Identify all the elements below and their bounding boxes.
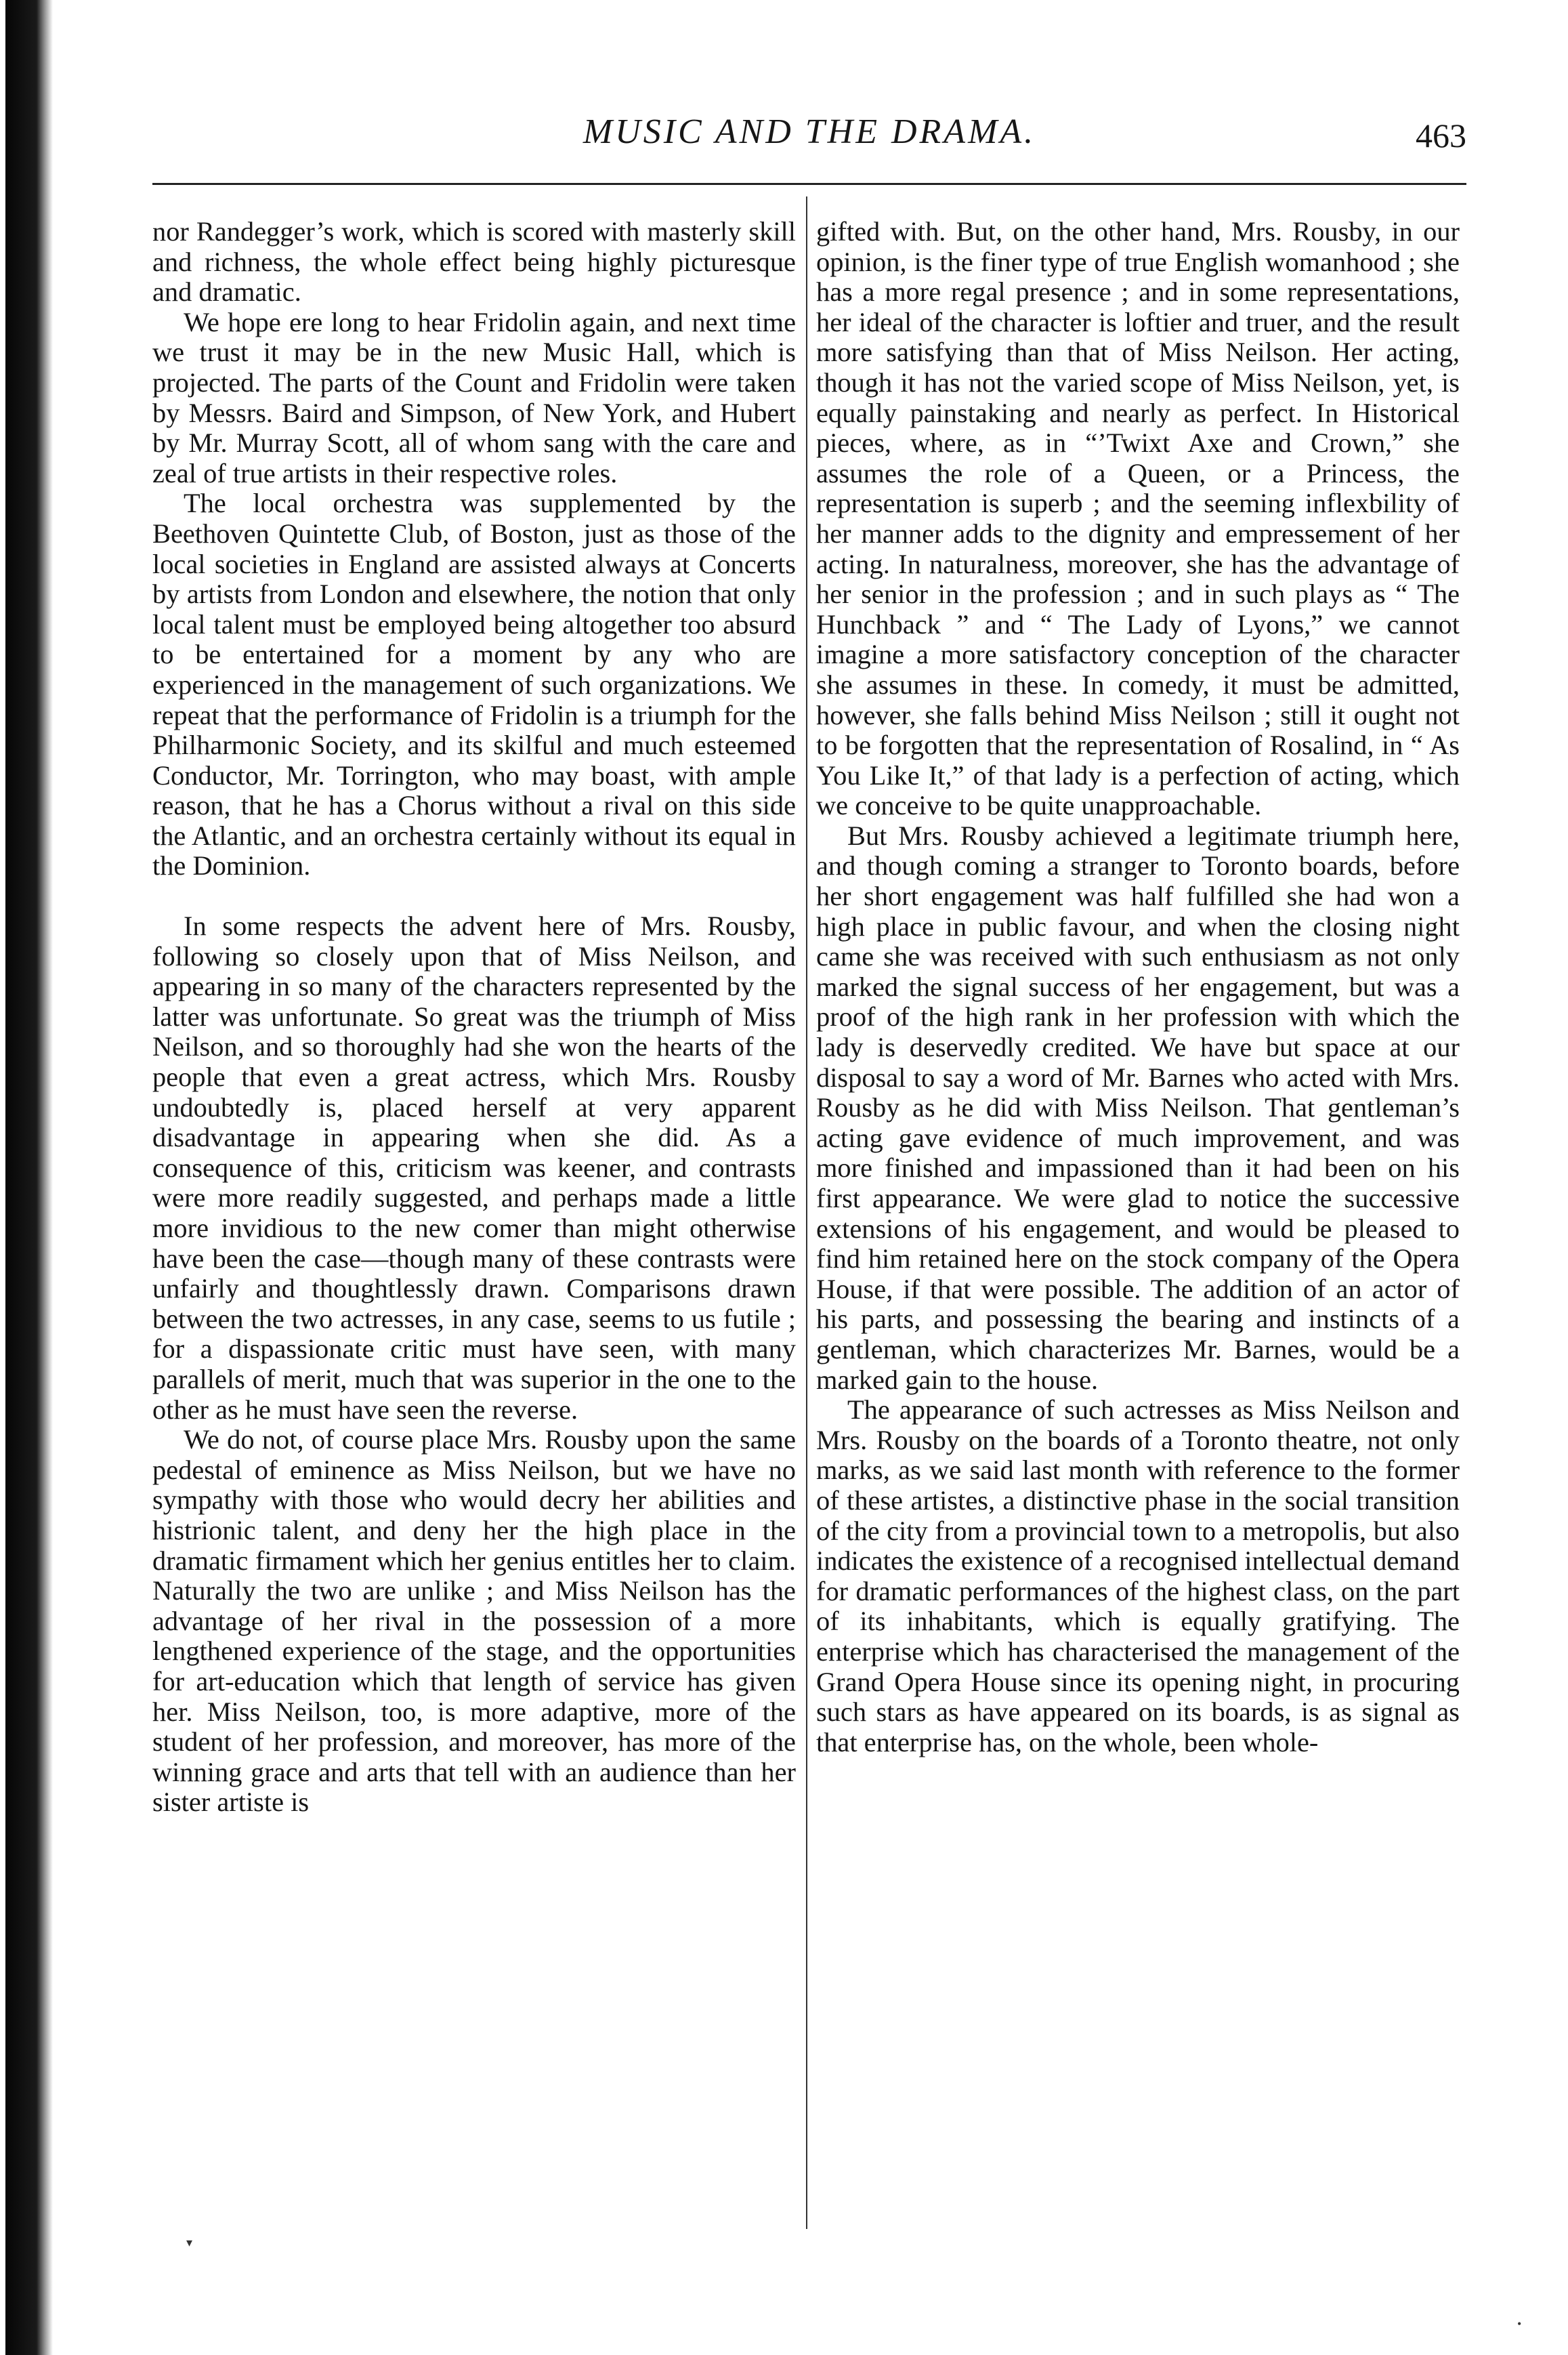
paragraph: We hope ere long to hear Fridolin again, and next time we trust it may be in the new Music Hall, which is projected. The parts of the Count and Fridolin were taken by Messrs. Baird and Simpson, of New York, and Hubert by Mr. Murray Scott, all of whom sang with the care and zeal of true artists in their respective roles. [152, 306, 796, 488]
page-header [152, 112, 1466, 159]
paragraph: In some respects the advent here of Mrs. Rousby, following so closely upon that of Miss Neilson, and appearing in so many of the characters represented by the latter was unfortunate. So great was the triumph of Miss Neilson, and so thoroughly had she won the hearts of the people that even a great actress, which Mrs. Rousby undoubtedly is, placed herself at very apparent disadvantage in appearing when she did. As a consequence of this, criticism was keener, and contrasts were more readily suggested, and perhaps made a little more invidious to the new comer than might otherwise have been the case—though many of these contrasts were unfairly and thoughtlessly drawn. Comparisons drawn between the two actresses, in any case, seems to us futile ; for a dispassionate critic must have seen, with many parallels of merit, much that was superior in the one to the other as he must have seen the reverse. [152, 911, 796, 1425]
page-number: 463 [1416, 117, 1466, 154]
paragraph: The appearance of such actresses as Miss Neilson and Mrs. Rousby on the boards of a Toronto theatre, not only marks, as we said last month with reference to the former of these artistes, a distinctive phase in the social transition of the city from a provincial town to a metropolis, but also indicates the existence of a recognised intellectual demand for dramatic performances of the highest class, on the part of its inhabitants, which is equally gratifying. The enterprise which has characterised the management of the Grand Opera House since its opening night, in procuring such stars as have appeared on its boards, is as signal as that enterprise has, on the whole, been whole- [816, 1394, 1460, 1757]
paragraph: The local orchestra was supplemented by the Beethoven Quintette Club, of Boston, just as those of the local societies in England are assisted always at Concerts by artists from London and elsewhere, the notion that only local talent must be employed being altogether too absurd to be entertained for a moment by any who are experienced in the management of such organizations. We repeat that the performance of Fridolin is a triumph for the Philharmonic Society, and its skilful and much esteemed Conductor, Mr. Torrington, who may boast, with ample reason, that he has a Chorus without a rival on this side the Atlantic, and an orchestra certainly without its equal in the Dominion. [152, 488, 796, 881]
paragraph: We do not, of course place Mrs. Rousby upon the same pedestal of eminence as Miss Neilson, but we have no sympathy with those who would decry her abilities and histrionic talent, and deny her the high place in the dramatic firmament which her genius entitles her to claim. Naturally the two are unlike ; and Miss Neilson has the advantage of her rival in the possession of a more lengthened experience of the stage, and the opportunities for art-education which that length of service has given her. Miss Neilson, too, is more adaptive, more of the student of her profession, and moreover, has more of the winning grace and arts that tell with an audience than her sister artiste is [152, 1424, 796, 1818]
paragraph: nor Randegger’s work, which is scored with masterly skill and richness, the whole effect being highly picturesque and dramatic. [152, 216, 796, 308]
running-head: MUSIC AND THE DRAMA. [582, 112, 1036, 151]
right-column [816, 217, 1460, 1757]
page-binding-edge [5, 0, 53, 2355]
header-rule [152, 183, 1466, 185]
left-column [152, 217, 796, 1818]
paragraph: gifted with. But, on the other hand, Mrs. Rousby, in our opinion, is the finer type of true English womanhood ; she has a more regal presence ; and in some representations, her ideal of the character is loftier and truer, and the result more satisfying than that of Miss Neilson. Her acting, though it has not the varied scope of Miss Neilson, yet, is equally painstaking and nearly as perfect. In Historical pieces, where, as in “’Twixt Axe and Crown,” she assumes the role of a Queen, or a Princess, the representation is superb ; and the seeming inflexbility of her manner adds to the dignity and empressement of her acting. In naturalness, moreover, she has the advantage of her senior in the profession ; and in such plays as “ The Hunchback ” and “ The Lady of Lyons,” we cannot imagine a more satisfactory conception of the character she assumes in these. In comedy, it must be admitted, however, she falls behind Miss Neilson ; still it ought not to be forgotten that the representation of Rosalind, in “ As You Like It,” of that lady is a perfection of acting, which we conceive to be quite unapproachable. [816, 216, 1460, 821]
print-speck: ▾ [186, 2236, 193, 2249]
paragraph: But Mrs. Rousby achieved a legitimate triumph here, and though coming a stranger to Toronto boards, before her short engagement was half fulfilled she had won a high place in public favour, and when the closing night came she was received with such enthusiasm as not only marked the signal success of her engagement, but was a proof of the high rank in her profession with which the lady is deservedly credited. We have but space at our disposal to say a word of Mr. Barnes who acted with Mrs. Rousby as he did with Miss Neilson. That gentleman’s acting gave evidence of much improvement, and was more finished and impassioned than it had been on his first appearance. We were glad to notice the successive extensions of his engagement, and would be pleased to find him retained here on the stock company of the Opera House, if that were possible. The addition of an actor of his parts, and possessing the bearing and instincts of a gentleman, which characterizes Mr. Barnes, would be a marked gain to the house. [816, 820, 1460, 1395]
print-speck: • [1517, 2317, 1522, 2331]
column-divider [806, 196, 807, 2229]
